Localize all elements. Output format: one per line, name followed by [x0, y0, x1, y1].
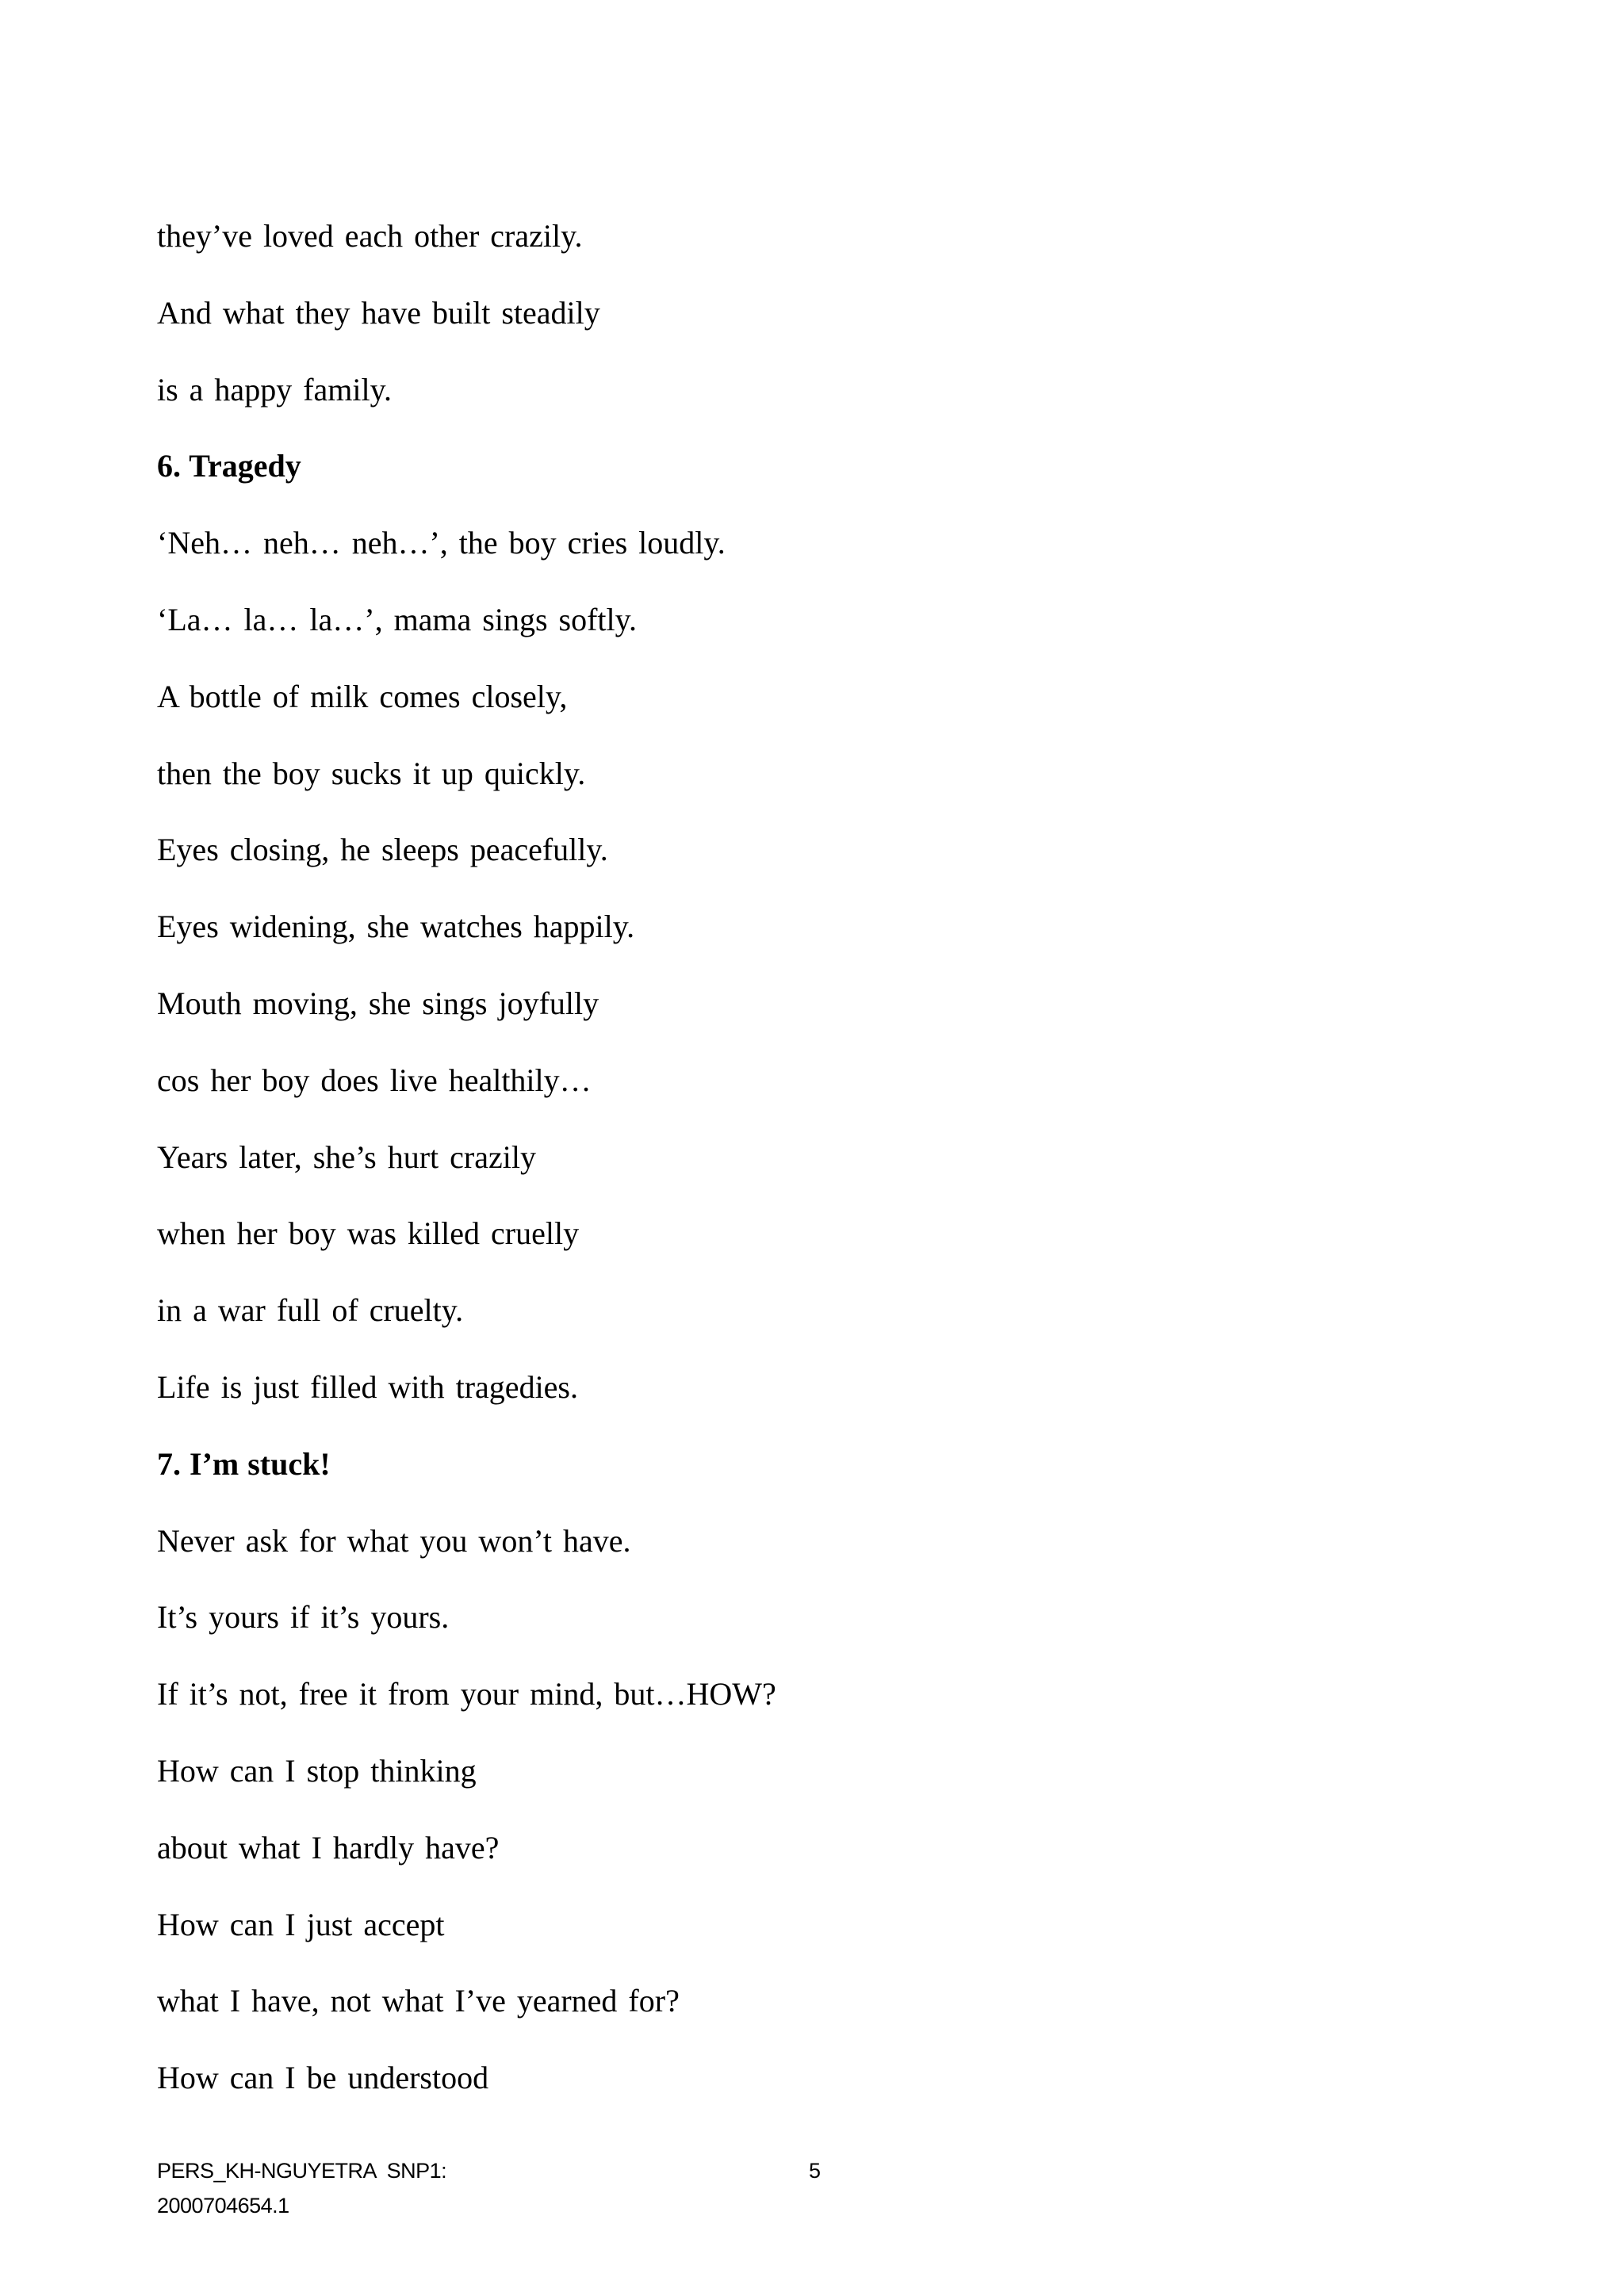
poem-line: If it’s not, free it from your mind, but…HOW? — [157, 1676, 776, 1712]
poem-line: How can I stop thinking — [157, 1752, 477, 1789]
poem-line: Life is just filled with tragedies. — [157, 1368, 578, 1405]
page-number: 5 — [809, 2159, 822, 2183]
poem-line: Mouth moving, she sings joyfully — [157, 985, 599, 1021]
footer-document-id — [157, 2153, 446, 2223]
poem-line: ‘Neh… neh… neh…’, the boy cries loudly. — [157, 525, 726, 561]
poem-line: A bottle of milk comes closely, — [157, 678, 568, 714]
poem-line: ‘La… la… la…’, mama sings softly. — [157, 601, 638, 637]
section-heading-im-stuck: 7. I’m stuck! — [157, 1445, 331, 1482]
poem-body — [157, 211, 1505, 2130]
poem-line: How can I be understood — [157, 2060, 489, 2096]
poem-line: cos her boy does live healthily… — [157, 1062, 592, 1098]
poem-line: then the boy sucks it up quickly. — [157, 755, 586, 791]
poem-line: is a happy family. — [157, 371, 393, 408]
poem-line: what I have, not what I’ve yearned for? — [157, 1983, 680, 2019]
poem-line: when her boy was killed cruelly — [157, 1215, 580, 1252]
poem-line: Eyes closing, he sleeps peacefully. — [157, 832, 608, 868]
footer-id-line-1: PERS_KH-NGUYETRA SNP1: — [157, 2159, 447, 2183]
poem-line: Years later, she’s hurt crazily — [157, 1138, 536, 1175]
poem-line: about what I hardly have? — [157, 1829, 500, 1866]
poem-line: they’ve loved each other crazily. — [157, 218, 583, 254]
poem-line: How can I just accept — [157, 1906, 445, 1942]
poem-line: And what they have built steadily — [157, 294, 600, 331]
poem-line: Eyes widening, she watches happily. — [157, 909, 635, 945]
poem-line: Never ask for what you won’t have. — [157, 1522, 631, 1559]
footer-id-line-2: 2000704654.1 — [157, 2194, 289, 2218]
poem-line: It’s yours if it’s yours. — [157, 1599, 450, 1636]
section-heading-tragedy: 6. Tragedy — [157, 448, 301, 484]
poem-line: in a war full of cruelty. — [157, 1292, 464, 1329]
